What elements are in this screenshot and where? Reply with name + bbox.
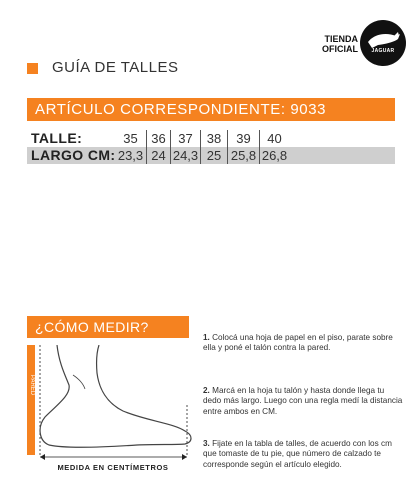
foot-outline <box>40 345 191 447</box>
largo-cell: 24 <box>146 147 170 164</box>
step-text: Colocá una hoja de papel en el piso, parate sobre ella y poné el talón contra la pared. <box>203 333 393 353</box>
wall-label: PARED <box>29 374 35 396</box>
step-1 <box>203 333 403 354</box>
size-table <box>27 130 395 164</box>
foot-measure-illustration <box>27 345 203 475</box>
page-title: GUÍA DE TALLES <box>52 59 179 76</box>
badge-line2: OFICIAL <box>322 44 358 54</box>
step-2 <box>203 386 403 417</box>
official-store-badge <box>318 20 408 68</box>
arrow-left-icon <box>40 454 45 460</box>
talle-row <box>27 130 395 147</box>
badge-line1: TIENDA <box>324 34 358 44</box>
step-number: 2. <box>203 386 210 395</box>
measure-label: MEDIDA EN CENTÍMETROS <box>57 463 169 472</box>
largo-row <box>27 147 395 164</box>
largo-label: LARGO CM: <box>31 147 116 163</box>
talle-cell: 36 <box>146 130 170 147</box>
header-accent-square <box>27 63 38 74</box>
largo-cell: 24,3 <box>170 147 200 164</box>
step-text: Fijate en la tabla de talles, de acuerdo con los cm que tomaste de tu pie, que número de calzado te corresponde según el artículo elegido. <box>203 439 392 469</box>
talle-cell: 37 <box>170 130 200 147</box>
article-bar <box>27 98 395 121</box>
largo-cell: 25,8 <box>227 147 259 164</box>
badge-brand: JAGUAR <box>371 48 395 54</box>
ankle-line <box>73 375 85 389</box>
article-label: ARTÍCULO CORRESPONDIENTE: 9033 <box>35 101 327 118</box>
talle-cell: 38 <box>200 130 227 147</box>
talle-cell: 39 <box>227 130 259 147</box>
largo-cell: 25 <box>200 147 227 164</box>
talle-cell: 40 <box>259 130 289 147</box>
talle-label: TALLE: <box>31 130 83 146</box>
jaguar-logo-icon <box>360 20 406 66</box>
largo-cell: 23,3 <box>117 148 144 163</box>
how-to-measure-bar <box>27 316 189 338</box>
step-number: 1. <box>203 333 210 342</box>
step-3 <box>203 439 403 470</box>
largo-cell: 26,8 <box>259 147 289 164</box>
talle-cell: 35 <box>123 131 138 146</box>
wall-bar <box>27 345 35 455</box>
arrow-right-icon <box>182 454 187 460</box>
badge-text <box>318 34 358 54</box>
how-to-measure-title: ¿CÓMO MEDIR? <box>35 319 149 335</box>
step-number: 3. <box>203 439 210 448</box>
step-text: Marcá en la hoja tu talón y hasta donde llega tu dedo más largo. Luego con una regla medí la distancia entre ambos en CM. <box>203 386 403 416</box>
